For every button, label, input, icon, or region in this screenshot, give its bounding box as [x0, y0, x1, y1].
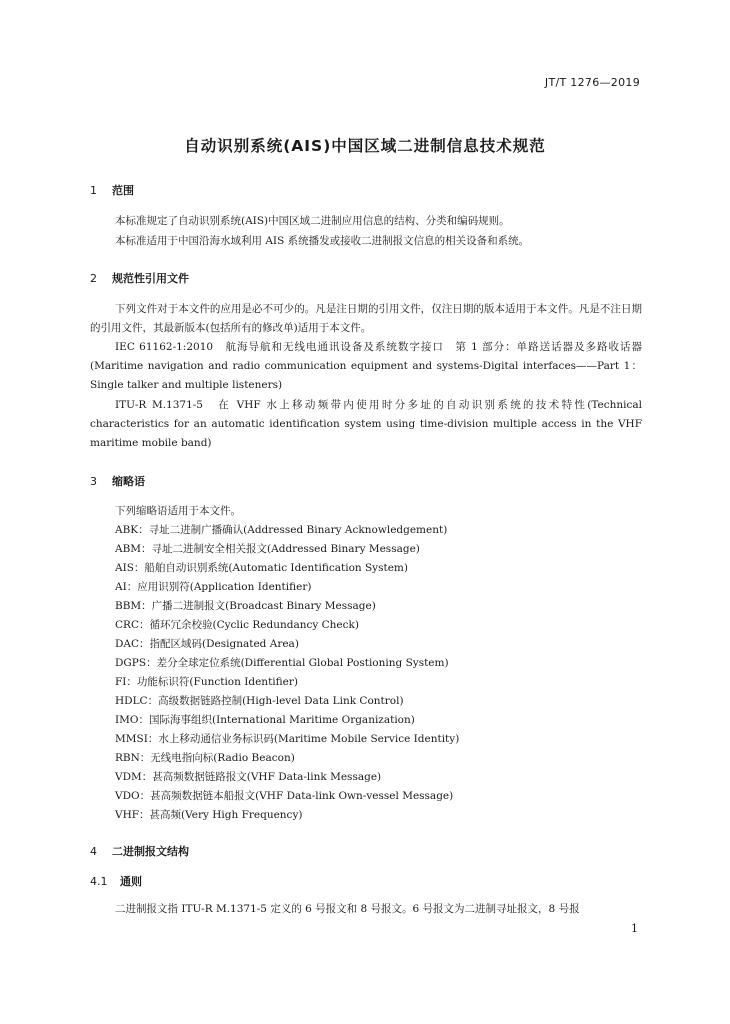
reference-item: IEC 61162-1:2010 航海导航和无线电通讯设备及系统数字接口 第 1 部分：单路送话器及多路收话器(Maritime navigation and radio communication equipment and systems-Digital interfaces——Part 1：Single talker and multiple listeners): [90, 341, 642, 391]
paragraph: 下列缩略语适用于本文件。: [115, 505, 241, 517]
subsection-number: 4.1: [90, 875, 108, 888]
abbreviation-item: VDO：甚高频数据链本船报文(VHF Data-link Own-vessel Message): [115, 790, 454, 802]
abbreviation-item: AIS：船舶自动识别系统(Automatic Identification System): [115, 562, 408, 574]
abbreviation-item: RBN：无线电指向标(Radio Beacon): [115, 752, 295, 764]
abbreviation-item: ABM：寻址二进制安全相关报文(Addressed Binary Message): [115, 543, 420, 555]
section-number: 2: [90, 272, 97, 285]
section-title: 二进制报文结构: [112, 845, 189, 858]
abbreviation-item: IMO：国际海事组织(International Maritime Organization): [115, 714, 415, 726]
section-number: 3: [90, 475, 97, 488]
paragraph: 本标准规定了自动识别系统(AIS)中国区域二进制应用信息的结构、分类和编码规则。: [115, 215, 510, 227]
paragraph: 二进制报文指 ITU-R M.1371-5 定义的 6 号报文和 8 号报文。6 号报文为二进制寻址报文，8 号报: [115, 903, 580, 915]
document-title: 自动识别系统(AIS)中国区域二进制信息技术规范: [184, 137, 546, 155]
reference-item: ITU-R M.1371-5 在 VHF 水上移动频带内使用时分多址的自动识别系统的技术特性(Technical characteristics for an automatic identification system using time-division multiple access in the VHF maritime mobile band): [90, 399, 642, 449]
section-2-heading: [90, 270, 189, 286]
section-title: 规范性引用文件: [112, 272, 189, 285]
abbreviation-item: DAC：指配区域码(Designated Area): [115, 638, 299, 650]
page-number: 1: [631, 922, 638, 935]
paragraph: 本标准适用于中国沿海水域利用 AIS 系统播发或接收二进制报文信息的相关设备和系统。: [115, 235, 530, 247]
abbreviation-item: MMSI：水上移动通信业务标识码(Maritime Mobile Service Identity): [115, 733, 460, 745]
section-number: 4: [90, 845, 97, 858]
abbreviation-item: BBM：广播二进制报文(Broadcast Binary Message): [115, 600, 376, 612]
abbreviation-item: DGPS：差分全球定位系统(Differential Global Postioning System): [115, 657, 449, 669]
section-number: 1: [90, 184, 97, 197]
abbreviation-item: VDM：甚高频数据链路报文(VHF Data-link Message): [115, 771, 382, 783]
subsection-4-1-heading: [90, 873, 142, 889]
standard-code: JT/T 1276—2019: [544, 76, 640, 89]
paragraph: 下列文件对于本文件的应用是必不可少的。凡是注日期的引用文件，仅注日期的版本适用于本文件。凡是不注日期的引用文件，其最新版本(包括所有的修改单)适用于本文件。: [90, 303, 642, 334]
section-1-heading: [90, 182, 134, 198]
section-title: 范围: [112, 184, 134, 197]
abbreviation-item: VHF：甚高频(Very High Frequency): [115, 809, 303, 821]
abbreviation-item: ABK：寻址二进制广播确认(Addressed Binary Acknowledgement): [115, 524, 448, 536]
abbreviation-item: CRC：循环冗余校验(Cyclic Redundancy Check): [115, 619, 359, 631]
section-4-heading: [90, 843, 189, 859]
abbreviation-item: FI：功能标识符(Function Identifier): [115, 676, 298, 688]
abbreviation-item: AI：应用识别符(Application Identifier): [115, 581, 312, 593]
abbreviation-item: HDLC：高级数据链路控制(High-level Data Link Control): [115, 695, 404, 707]
section-3-heading: [90, 473, 145, 489]
section-title: 缩略语: [112, 475, 145, 488]
subsection-title: 通则: [120, 875, 142, 888]
